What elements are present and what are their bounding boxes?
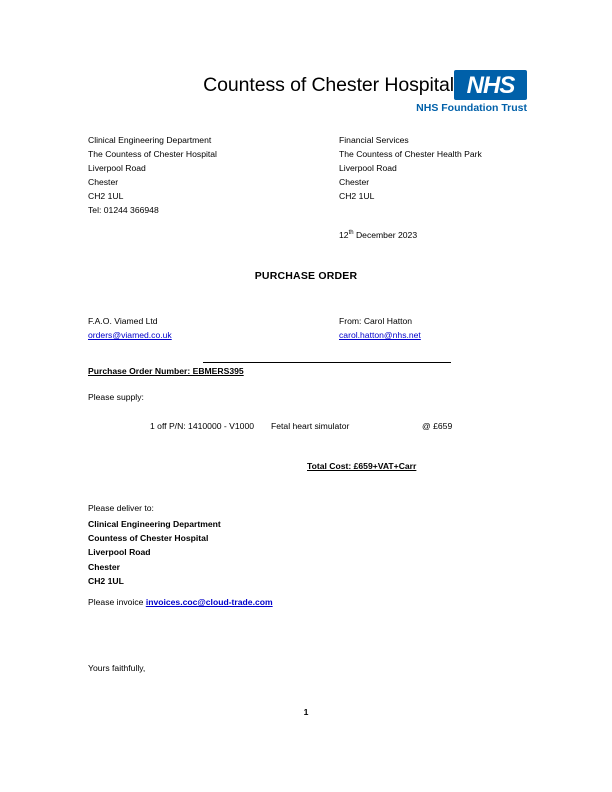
invoice-prefix: Please invoice: [88, 597, 146, 607]
invoice-instruction: [88, 597, 273, 607]
sender-name: From: Carol Hatton: [339, 316, 413, 326]
purchase-order-number: Purchase Order Number: EBMERS395: [88, 366, 244, 376]
address-line: Clinical Engineering Department: [88, 135, 212, 145]
address-line: The Countess of Chester Health Park: [339, 148, 482, 159]
address-line: Liverpool Road: [88, 162, 146, 173]
sender-email-link[interactable]: carol.hatton@nhs.net: [339, 330, 421, 340]
foundation-trust-label: NHS Foundation Trust: [416, 102, 527, 114]
date-suffix: th: [348, 230, 354, 237]
nhs-logo-text: NHS: [466, 72, 515, 99]
address-line: The Countess of Chester Hospital: [88, 148, 217, 159]
address-line: Chester: [88, 176, 119, 187]
invoice-email-link[interactable]: invoices.coc@cloud-trade.com: [145, 597, 273, 607]
address-line: CH2 1UL: [88, 190, 124, 201]
page-title: PURCHASE ORDER: [254, 270, 358, 282]
document-date: [339, 230, 417, 240]
line-item-part: 1 off P/N: 1410000 - V1000: [150, 421, 254, 431]
date-rest: December 2023: [353, 230, 418, 240]
address-line: Liverpool Road: [339, 162, 397, 173]
line-item-description: Fetal heart simulator: [271, 421, 350, 431]
line-item-price: @ £659: [422, 421, 453, 431]
delivery-line: CH2 1UL: [88, 575, 124, 586]
address-line: Financial Services: [339, 135, 409, 145]
delivery-address-block: [88, 517, 221, 588]
recipient-name: F.A.O. Viamed Ltd: [88, 316, 158, 326]
address-line: Chester: [339, 176, 370, 187]
delivery-line: Chester: [88, 561, 120, 572]
total-cost: Total Cost: £659+VAT+Carr: [307, 461, 417, 471]
hospital-name: Countess of Chester Hospital: [203, 74, 454, 96]
delivery-line: Countess of Chester Hospital: [88, 533, 209, 544]
sender-address-block: [88, 134, 217, 217]
recipient-email-link[interactable]: orders@viamed.co.uk: [88, 330, 172, 340]
page-number: 1: [303, 707, 309, 717]
please-supply-label: Please supply:: [88, 392, 144, 402]
address-line-phone: Tel: 01244 366948: [88, 204, 159, 215]
delivery-line: Clinical Engineering Department: [88, 519, 221, 529]
delivery-label: Please deliver to:: [88, 503, 154, 513]
signoff-text: Yours faithfully,: [88, 663, 146, 673]
address-line: CH2 1UL: [339, 190, 375, 201]
document-header: [0, 60, 612, 120]
finance-address-block: [339, 134, 482, 204]
delivery-line: Liverpool Road: [88, 547, 151, 558]
recipient-block: [88, 314, 172, 342]
date-day: 12: [339, 230, 349, 240]
horizontal-rule: [203, 362, 451, 363]
sender-block: [339, 314, 421, 342]
nhs-logo: [454, 70, 527, 100]
